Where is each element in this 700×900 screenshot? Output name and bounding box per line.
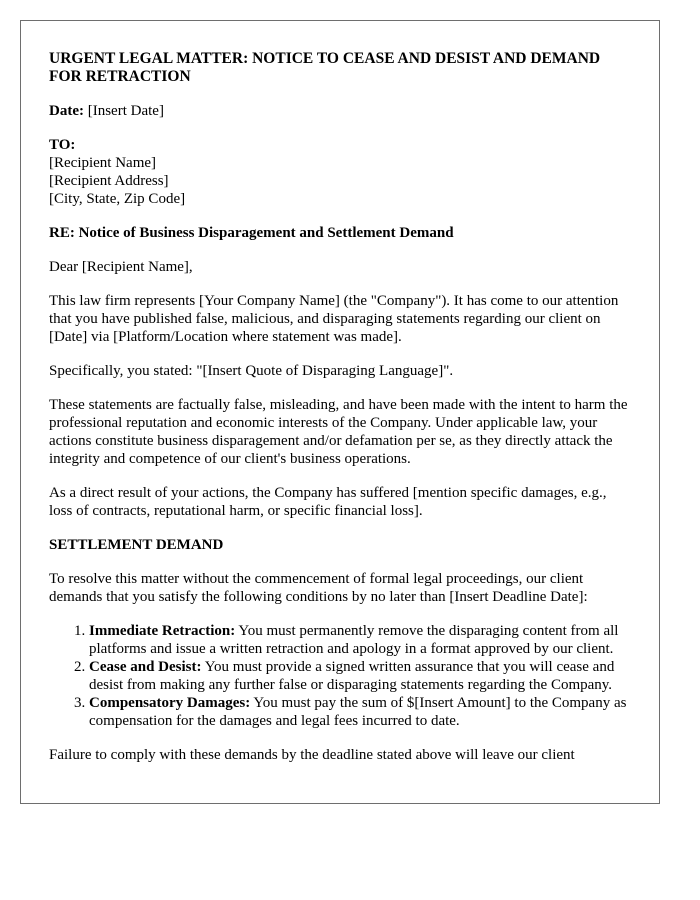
re-line: RE: Notice of Business Disparagement and Settlement Demand (49, 225, 454, 241)
list-item (89, 622, 633, 658)
demands-list (49, 622, 633, 730)
paragraph-quote: Specifically, you stated: "[Insert Quote of Disparaging Language]". (49, 363, 454, 379)
recipient-name: [Recipient Name] (49, 155, 157, 171)
demand-text: You must permanently remove the disparaging content from all platforms and issue a written retraction and apology in a format approved by our client. (89, 623, 619, 657)
settlement-intro: To resolve this matter without the commencement of formal legal proceedings, our client demands that you satisfy the following conditions by no later than [Insert Deadline Date]: (49, 571, 588, 605)
date-line (49, 102, 633, 120)
list-item (89, 658, 633, 694)
settlement-heading: SETTLEMENT DEMAND (49, 537, 224, 553)
recipient-address: [Recipient Address] (49, 173, 169, 189)
closing-paragraph: Failure to comply with these demands by the deadline stated above will leave our client (49, 747, 575, 763)
demand-term: Compensatory Damages: (89, 695, 251, 711)
demand-term: Cease and Desist: (89, 659, 202, 675)
list-item (89, 694, 633, 730)
demand-text: You must provide a signed written assurance that you will cease and desist from making any further false or disparaging statements regarding the Company. (89, 659, 615, 693)
salutation: Dear [Recipient Name], (49, 259, 193, 275)
paragraph-falsity: These statements are factually false, misleading, and have been made with the intent to harm the professional reputation and economic interests of the Company. Under applicable law, your actions constitute business disparagement and/or defamation per se, as they directly attack the integrity and competence of our client's business operations. (49, 397, 628, 467)
letter-page (20, 20, 660, 804)
date-value: [Insert Date] (83, 103, 164, 119)
letter-body (49, 50, 633, 764)
date-label: Date: (49, 103, 84, 119)
recipient-city-state-zip: [City, State, Zip Code] (49, 191, 186, 207)
demand-term: Immediate Retraction: (89, 623, 236, 639)
letter-title: URGENT LEGAL MATTER: NOTICE TO CEASE AND DESIST AND DEMAND FOR RETRACTION (49, 50, 601, 85)
recipient-block (49, 136, 633, 208)
demand-text: You must pay the sum of $[Insert Amount] to the Company as compensation for the damages and legal fees incurred to date. (89, 695, 627, 729)
to-label: TO: (49, 137, 76, 153)
paragraph-damages: As a direct result of your actions, the Company has suffered [mention specific damages, e.g., loss of contracts, reputational harm, or specific financial loss]. (49, 485, 607, 519)
paragraph-representation: This law firm represents [Your Company Name] (the "Company"). It has come to our attention that you have published false, malicious, and disparaging statements regarding our client on [Date] via [Platform/Location where statement was made]. (49, 293, 619, 345)
